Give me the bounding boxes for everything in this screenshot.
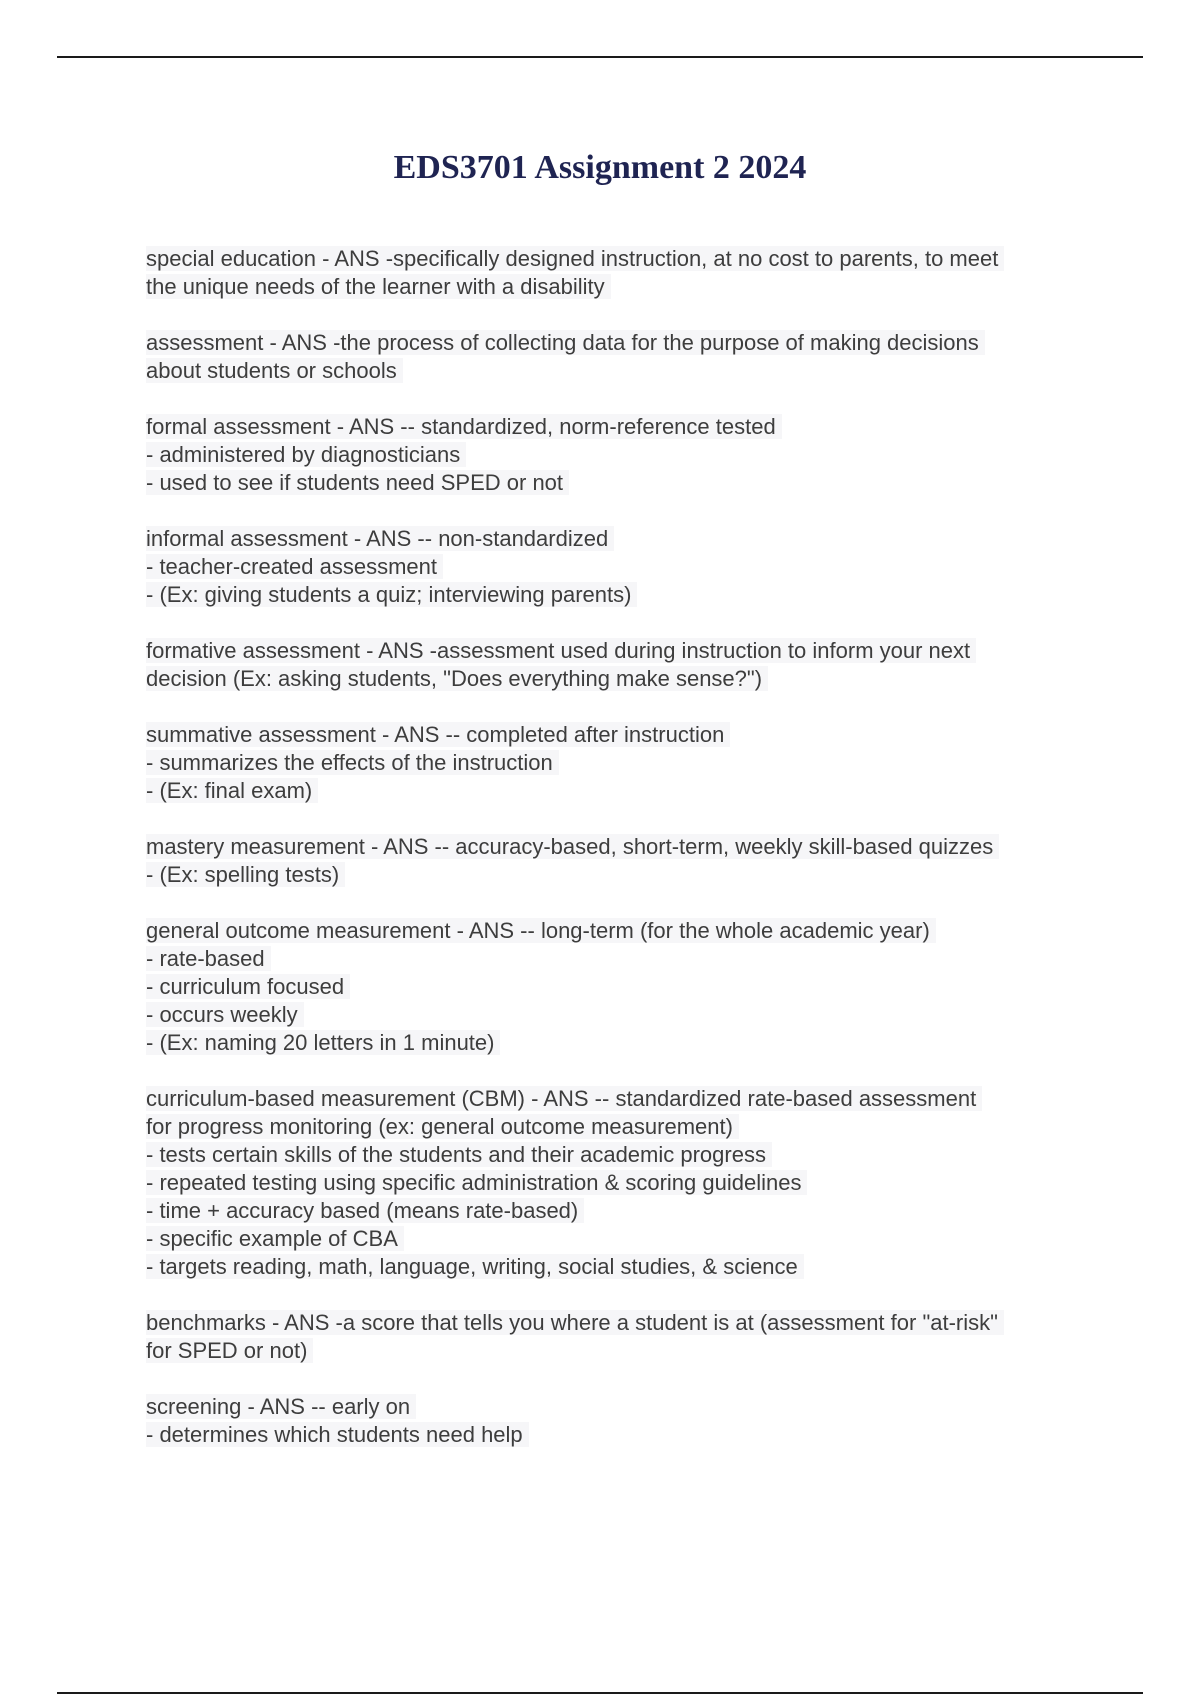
glossary-entry [146,1309,1096,1365]
entry-text: the unique needs of the learner with a disability [146,274,611,299]
entry-text: - rate-based [146,946,271,971]
glossary-entry [146,833,1096,889]
entry-text: informal assessment - ANS -- non-standardized [146,526,614,551]
glossary-entry [146,525,1096,609]
entry-detail-line [146,973,1096,1001]
entry-text: for progress monitoring (ex: general outcome measurement) [146,1114,739,1139]
entry-text: - curriculum focused [146,974,350,999]
glossary-entry [146,245,1096,301]
glossary-entries [146,245,1096,1477]
entry-text: about students or schools [146,358,403,383]
entry-text: assessment - ANS -the process of collecting data for the purpose of making decisions [146,330,985,355]
entry-text: decision (Ex: asking students, "Does everything make sense?") [146,666,768,691]
entry-text: - teacher-created assessment [146,554,443,579]
entry-detail-line [146,861,1096,889]
glossary-entry [146,413,1096,497]
entry-detail-line [146,441,1096,469]
entry-text: general outcome measurement - ANS -- long-term (for the whole academic year) [146,918,936,943]
entry-text: - summarizes the effects of the instruction [146,750,559,775]
entry-detail-line [146,1421,1096,1449]
entry-detail-line [146,1169,1096,1197]
entry-text: - repeated testing using specific administration & scoring guidelines [146,1170,807,1195]
entry-detail-line [146,1225,1096,1253]
glossary-entry [146,637,1096,693]
entry-detail-line [146,1337,1096,1365]
entry-term-line [146,525,1096,553]
entry-text: benchmarks - ANS -a score that tells you where a student is at (assessment for "at-risk" [146,1310,1004,1335]
footer-rule [57,1692,1143,1694]
entry-text: - targets reading, math, language, writing, social studies, & science [146,1254,804,1279]
entry-term-line [146,637,1096,665]
entry-term-line [146,245,1096,273]
glossary-entry [146,1393,1096,1449]
entry-detail-line [146,1113,1096,1141]
entry-detail-line [146,1001,1096,1029]
entry-detail-line [146,357,1096,385]
glossary-entry [146,721,1096,805]
entry-text: - (Ex: spelling tests) [146,862,345,887]
entry-term-line [146,721,1096,749]
entry-text: summative assessment - ANS -- completed after instruction [146,722,730,747]
entry-detail-line [146,469,1096,497]
entry-term-line [146,1309,1096,1337]
entry-text: - (Ex: giving students a quiz; interviewing parents) [146,582,637,607]
entry-text: - tests certain skills of the students and their academic progress [146,1142,772,1167]
entry-text: mastery measurement - ANS -- accuracy-based, short-term, weekly skill-based quizzes [146,834,999,859]
entry-detail-line [146,1141,1096,1169]
entry-detail-line [146,1029,1096,1057]
entry-text: - (Ex: naming 20 letters in 1 minute) [146,1030,500,1055]
entry-text: screening - ANS -- early on [146,1394,416,1419]
entry-text: formal assessment - ANS -- standardized, norm-reference tested [146,414,782,439]
entry-term-line [146,1393,1096,1421]
entry-text: formative assessment - ANS -assessment used during instruction to inform your next [146,638,976,663]
entry-text: for SPED or not) [146,1338,313,1363]
entry-text: - time + accuracy based (means rate-based) [146,1198,584,1223]
entry-detail-line [146,1197,1096,1225]
entry-detail-line [146,665,1096,693]
entry-term-line [146,413,1096,441]
entry-detail-line [146,273,1096,301]
entry-text: - specific example of CBA [146,1226,404,1251]
document-title: EDS3701 Assignment 2 2024 [393,149,807,186]
entry-detail-line [146,749,1096,777]
entry-detail-line [146,553,1096,581]
header-rule [57,56,1143,58]
entry-detail-line [146,777,1096,805]
entry-term-line [146,1085,1096,1113]
entry-text: - administered by diagnosticians [146,442,466,467]
entry-text: curriculum-based measurement (CBM) - ANS -- standardized rate-based assessment [146,1086,982,1111]
entry-term-line [146,917,1096,945]
entry-term-line [146,329,1096,357]
glossary-entry [146,329,1096,385]
glossary-entry [146,1085,1096,1281]
entry-term-line [146,833,1096,861]
entry-text: special education - ANS -specifically designed instruction, at no cost to parents, to meet [146,246,1004,271]
entry-detail-line [146,1253,1096,1281]
entry-detail-line [146,945,1096,973]
entry-text: - occurs weekly [146,1002,304,1027]
entry-detail-line [146,581,1096,609]
entry-text: - used to see if students need SPED or not [146,470,569,495]
glossary-entry [146,917,1096,1057]
entry-text: - determines which students need help [146,1422,529,1447]
entry-text: - (Ex: final exam) [146,778,318,803]
